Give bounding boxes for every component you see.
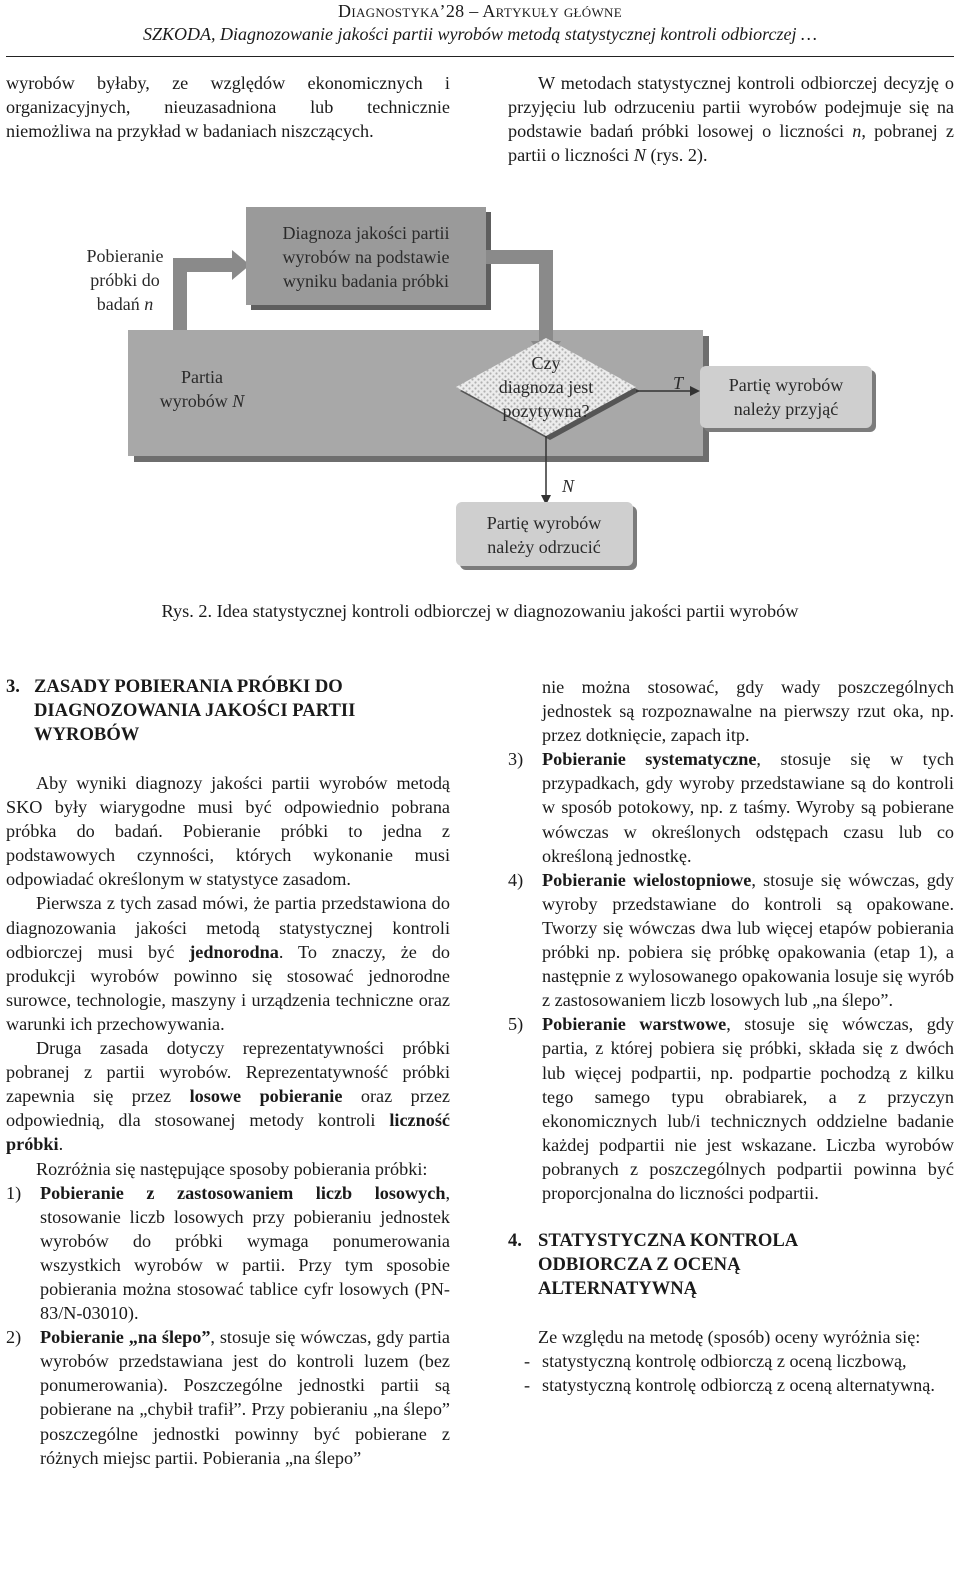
dash-bullet: - <box>524 1351 531 1372</box>
list-item-multistage <box>508 868 954 1013</box>
section-4-title-line2: ODBIORCZA Z OCENĄ <box>538 1254 741 1276</box>
accept-label-line2: należy przyjąć <box>733 399 839 419</box>
reject-label-line2: należy odrzucić <box>487 537 601 557</box>
sampling-label-line2: próbki do <box>90 270 160 290</box>
intro-left-text: wyrobów byłaby, ze względów ekonomicznych i organizacyjnych, nieuzasadniona lub technicznie niemożliwa na przykład w badaniach niszczących. <box>6 73 450 142</box>
list-item-blind-sampling-continued <box>508 675 954 747</box>
representativeness-text-a: Druga zasada dotyczy reprezentatywności próbki pobranej z partii wyrobów. Reprezentatywność próbki zapewnia się przez <box>6 1038 450 1107</box>
sampling-label-line3 <box>97 294 153 314</box>
list-item-2-number: 2) <box>6 1327 22 1348</box>
list-item-2-continuation: nie można stosować, gdy wady poszczególnych jednostek są rozpoznawalne na pierwszy rzut oka, np. przez dotknięcie, zapach itp. <box>542 677 954 746</box>
section-3-number: 3. <box>6 676 20 697</box>
intro-right-column <box>508 71 954 167</box>
dash-bullet: - <box>524 1375 531 1396</box>
intro-text-c: (rys. 2). <box>645 145 708 166</box>
diagnosis-label-line2: wyrobów na podstawie <box>282 247 450 267</box>
sampling-connector <box>180 265 236 330</box>
list-item-systematic <box>508 747 954 867</box>
list-item-4-number: 4) <box>508 869 524 890</box>
diagnosis-label-line1: Diagnoza jakości partii <box>282 223 450 243</box>
representativeness-text-b: oraz przez odpowiednią, dla stosowanej metody kontroli <box>6 1086 450 1131</box>
intro-N-symbol: N <box>633 145 646 166</box>
section-3-heading <box>6 675 450 747</box>
decision-label-line1: Czy <box>531 353 561 373</box>
list-item-4-text: , stosuje się wówczas, gdy wyroby przedstawiane do kontroli są opakowane. Tworzy się wówczas dwa lub więcej etapów pobierania próbki np. pobiera się próbkę opakowania (etap 1), a następnie z wylosowanego opakowania losuje się wyrób z zastosowaniem liczb losowych lub „na ślepo”. <box>542 869 954 1011</box>
paragraph-representativeness <box>6 1036 450 1156</box>
list-item-4-title: Pobieranie wielostopniowe <box>542 869 752 890</box>
paragraph-sko-reliability: Aby wyniki diagnozy jakości partii wyrobów metodą SKO były wiarygodne musi być odpowiednio pobrana próbka do badań. Pobieranie próbki to jedna z podstawowych czynności, których wykonanie musi odpowiadać określonym w statystyce zasadom. <box>6 773 450 890</box>
list-item-1-text: , stosowanie liczb losowych przy pobieraniu jednostek wyrobów do próbki wymaga ponumerowania wszystkich wyrobów w partii. Przy tym sposobie pobierania można stosować tablice cyfr losowych (PN-83/N-03010). <box>40 1182 450 1324</box>
homogeneity-text-b: . To znaczy, że do produkcji wyrobów powinno się stosować jednorodne surowce, technologie, maszyny i urządzenia techniczne oraz warunki ich przechowywania. <box>6 941 451 1034</box>
yes-label: T <box>672 373 684 393</box>
section-4-heading <box>508 1229 954 1301</box>
list-item-3-text: , stosuje się w tych przypadkach, gdy wyroby przedstawiane są do kontroli w sposób potokowy, np. z taśmy. Wyroby są pobierane wówczas w określonych odstępach czasu lub co określoną jednostkę. <box>542 749 954 866</box>
sample-size-bold: liczność próbki <box>6 1110 450 1155</box>
section-3-title-line2: DIAGNOZOWANIA JAKOŚCI PARTII <box>34 700 356 721</box>
section-4-title-line1: STATYSTYCZNA KONTROLA <box>538 1230 799 1252</box>
paragraph-evaluation-methods: Ze względu na metodę (sposób) oceny wyróżnia się: <box>538 1327 921 1348</box>
diagnosis-label-line3: wyniku badania próbki <box>283 271 449 291</box>
journal-header <box>0 1 960 22</box>
batch-label-line2 <box>160 391 246 411</box>
list-item-3-number: 3) <box>508 749 524 770</box>
reject-label-line1: Partię wyrobów <box>486 513 602 533</box>
list-item-3-title: Pobieranie systematyczne <box>542 749 757 770</box>
intro-n-symbol: n <box>852 121 862 142</box>
list-item-random-numbers <box>6 1181 450 1326</box>
list-item-stratified <box>508 1012 954 1205</box>
right-column <box>508 675 954 1397</box>
figure-caption: Rys. 2. Idea statystycznej kontroli odbiorczej w diagnozowaniu jakości partii wyrobów <box>161 601 799 621</box>
no-label: N <box>561 476 575 496</box>
decision-label-line2: diagnoza jest <box>498 377 594 397</box>
sampling-label-line1: Pobieranie <box>86 246 164 266</box>
homogeneity-text-a: Pierwsza z tych zasad mówi, że partia przedstawiona do diagnozowania jakości metodą statystycznej kontroli odbiorczej musi być <box>6 893 450 962</box>
flow-diagram <box>0 195 960 585</box>
batch-label-line2-text: wyrobów <box>159 391 233 411</box>
list-item-5-number: 5) <box>508 1014 524 1035</box>
accept-label-line1: Partię wyrobów <box>728 375 844 395</box>
section-3-title-line1: ZASADY POBIERANIA PRÓBKI DO <box>34 676 343 697</box>
batch-N-symbol: N <box>232 391 245 411</box>
list-item-1-title: Pobieranie z zastosowaniem liczb losowych <box>40 1182 446 1203</box>
running-title: SZKODA, Diagnozowanie jakości partii wyrobów metodą statystycznej kontroli odbiorczej … <box>143 24 817 44</box>
list-item-5-text: , stosuje się wówczas, gdy partia, z której pobiera się próbki, składa się z dwóch lub więcej podpartii, np. podpartie pochodzą z kilku tego samego typu obrabiarek, a z przyczyn ekonomicznych lub/i technicznych oddzielne badanie każdej podpartii nie jest wskazane. Liczba wyrobów pobranych z poszczególnych podpartii powinna być proporcjonalna do liczności podpartii. <box>542 1014 954 1203</box>
section-3-title-line3: WYROBÓW <box>34 724 140 745</box>
decision-label-line3: pozytywna? <box>502 401 590 421</box>
list-item-2-text: , stosuje się wówczas, gdy partia wyrobów przedstawiana jest do kontroli luzem (bez ponumerowania). Poszczególne jednostki partii są pobierane na „chybił trafił”. Przy pobieraniu „na ślepo” poszczególne jednostki powinny być pobierane z różnych miejsc partii. Pobierania „na ślepo” <box>40 1327 450 1468</box>
representativeness-text-c: . <box>58 1134 64 1155</box>
section-4-number: 4. <box>508 1230 522 1252</box>
header-rule <box>6 56 954 57</box>
list-item-1-number: 1) <box>6 1182 22 1203</box>
sampling-n-symbol: n <box>144 294 154 314</box>
intro-right-text <box>508 71 954 167</box>
dash-item-alternative-evaluation <box>508 1373 954 1397</box>
intro-text-b: , pobranej z partii o liczności <box>508 121 954 166</box>
list-item-5-title: Pobieranie warstwowe <box>542 1014 727 1035</box>
random-sampling-bold: losowe pobieranie <box>189 1086 343 1107</box>
paragraph-homogeneity <box>6 891 450 1036</box>
section-4-title-line3: ALTERNATYWNĄ <box>538 1278 698 1300</box>
list-item-blind-sampling <box>6 1325 450 1470</box>
dash-item-2-text: statystyczną kontrolę odbiorczą z oceną alternatywną. <box>542 1375 935 1396</box>
intro-left-column <box>6 71 450 143</box>
list-item-2-title: Pobieranie „na ślepo” <box>40 1327 211 1348</box>
batch-label-line1: Partia <box>181 367 223 387</box>
dash-item-numeric-evaluation <box>508 1349 954 1373</box>
paragraph-sampling-methods-intro: Rozróżnia się następujące sposoby pobierania próbki: <box>36 1158 428 1179</box>
homogeneity-bold: jednorodna <box>189 941 279 962</box>
dash-item-1-text: statystyczną kontrolę odbiorczą z oceną liczbową, <box>542 1351 907 1372</box>
sampling-label-line3-text: badań <box>96 294 145 314</box>
intro-text-a: W metodach statystycznej kontroli odbiorczej decyzję o przyjęciu lub odrzuceniu partii wyrobów podejmuje się na podstawie badań próbki losowej o liczności <box>508 73 954 142</box>
left-column <box>6 675 450 1470</box>
journal-name: Diagnostyka’28 – Artykuły główne <box>338 1 622 21</box>
